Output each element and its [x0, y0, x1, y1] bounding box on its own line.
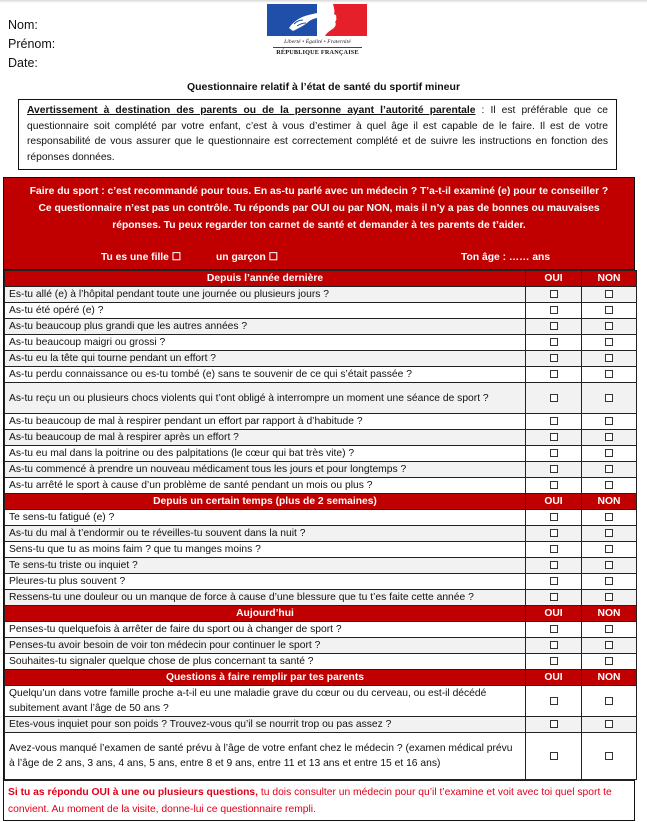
- no-column-header: NON: [582, 606, 637, 622]
- question-row: [5, 319, 637, 335]
- intro-line-3: réponses. Tu peux regarder ton carnet de santé et demander à tes parents de t’aider.: [112, 220, 526, 231]
- logo-divider: [273, 47, 362, 48]
- yes-checkbox[interactable]: [550, 513, 558, 521]
- section-header: [5, 606, 637, 622]
- no-checkbox[interactable]: [605, 697, 613, 705]
- no-checkbox[interactable]: [605, 577, 613, 585]
- yes-checkbox[interactable]: [550, 697, 558, 705]
- no-checkbox[interactable]: [605, 625, 613, 633]
- no-checkbox[interactable]: [605, 306, 613, 314]
- yes-checkbox[interactable]: [550, 561, 558, 569]
- question-row: [5, 717, 637, 733]
- question-text: As-tu perdu connaissance ou es-tu tombé (e) sans te souvenir de ce qui s’était passée ?: [5, 367, 526, 383]
- yes-checkbox[interactable]: [550, 306, 558, 314]
- yes-checkbox[interactable]: [550, 577, 558, 585]
- girl-option[interactable]: [101, 249, 181, 266]
- top-edge-shadow: [0, 0, 647, 3]
- yes-checkbox[interactable]: [550, 625, 558, 633]
- no-checkbox[interactable]: [605, 720, 613, 728]
- question-text: As-tu beaucoup de mal à respirer pendant un effort par rapport à d’habitude ?: [5, 414, 526, 430]
- boy-checkbox[interactable]: ☐: [268, 252, 278, 263]
- name-label[interactable]: Nom:: [8, 18, 38, 32]
- questions-table: [4, 270, 637, 780]
- no-checkbox[interactable]: [605, 322, 613, 330]
- footer-text: tu dois consulter un médecin pour qu’il t’examine et voit avec toi quel sport te convient. Au moment de la visite, donne-lui ce questionnaire rempli.: [8, 787, 612, 815]
- question-row: [5, 733, 637, 780]
- document-title: Questionnaire relatif à l’état de santé du sportif mineur: [186, 81, 461, 93]
- intro-line-2: Ce questionnaire n’est pas un contrôle. Tu réponds par OUI ou par NON, mais il n’y a pas de bonnes ou mauvaises: [38, 203, 600, 214]
- section-header: [5, 271, 637, 287]
- question-text: Sens-tu que tu as moins faim ? que tu manges moins ?: [5, 542, 526, 558]
- yes-checkbox[interactable]: [550, 529, 558, 537]
- question-text: Es-tu allé (e) à l’hôpital pendant toute une journée ou plusieurs jours ?: [5, 287, 526, 303]
- question-row: [5, 351, 637, 367]
- logo-republic-text: RÉPUBLIQUE FRANÇAISE: [276, 49, 359, 56]
- yes-checkbox[interactable]: [550, 545, 558, 553]
- section-header: [5, 494, 637, 510]
- no-checkbox[interactable]: [605, 752, 613, 760]
- question-row: [5, 478, 637, 494]
- section-title: Depuis un certain temps (plus de 2 semaines): [5, 494, 526, 510]
- question-row: [5, 287, 637, 303]
- question-row: [5, 590, 637, 606]
- yes-column-header: OUI: [526, 271, 582, 287]
- question-text: Etes-vous inquiet pour son poids ? Trouvez-vous qu’il se nourrit trop ou pas assez ?: [5, 717, 526, 733]
- question-text: Penses-tu quelquefois à arrêter de faire du sport ou à changer de sport ?: [5, 622, 526, 638]
- no-column-header: NON: [582, 494, 637, 510]
- question-text: Te sens-tu fatigué (e) ?: [5, 510, 526, 526]
- question-row: [5, 367, 637, 383]
- question-row: [5, 542, 637, 558]
- question-text: As-tu beaucoup maigri ou grossi ?: [5, 335, 526, 351]
- question-text: As-tu beaucoup plus grandi que les autres années ?: [5, 319, 526, 335]
- question-row: [5, 558, 637, 574]
- question-row: [5, 430, 637, 446]
- no-checkbox[interactable]: [605, 641, 613, 649]
- question-text: As-tu du mal à t’endormir ou te réveilles-tu souvent dans la nuit ?: [5, 526, 526, 542]
- yes-checkbox[interactable]: [550, 322, 558, 330]
- question-row: [5, 462, 637, 478]
- gender-age-row: [10, 249, 628, 271]
- question-row: [5, 510, 637, 526]
- question-text: Quelqu’un dans votre famille proche a-t-il eu une maladie grave du cœur ou du cerveau, ou est-il décédé subitement avant l’âge de 50 ans ?: [5, 686, 526, 717]
- yes-checkbox[interactable]: [550, 433, 558, 441]
- no-checkbox[interactable]: [605, 545, 613, 553]
- no-checkbox[interactable]: [605, 513, 613, 521]
- no-checkbox[interactable]: [605, 449, 613, 457]
- question-text: As-tu arrêté le sport à cause d’un problème de santé pendant un mois ou plus ?: [5, 478, 526, 494]
- no-checkbox[interactable]: [605, 657, 613, 665]
- section-title: Questions à faire remplir par tes parents: [5, 670, 526, 686]
- question-row: [5, 686, 637, 717]
- no-checkbox[interactable]: [605, 394, 613, 402]
- no-checkbox[interactable]: [605, 465, 613, 473]
- no-checkbox[interactable]: [605, 561, 613, 569]
- question-text: Penses-tu avoir besoin de voir ton médecin pour continuer le sport ?: [5, 638, 526, 654]
- warning-title: Avertissement à destination des parents ou de la personne ayant l’autorité parentale: [27, 105, 476, 116]
- girl-label: Tu es une fille: [101, 252, 169, 263]
- footer-instruction: [4, 780, 634, 820]
- yes-checkbox[interactable]: [550, 417, 558, 425]
- yes-checkbox[interactable]: [550, 338, 558, 346]
- no-checkbox[interactable]: [605, 290, 613, 298]
- logo-motto: Liberté • Égalité • Fraternité: [284, 39, 351, 45]
- question-row: [5, 335, 637, 351]
- no-checkbox[interactable]: [605, 354, 613, 362]
- boy-option[interactable]: [216, 249, 278, 266]
- question-row: [5, 303, 637, 319]
- question-row: [5, 414, 637, 430]
- question-row: [5, 574, 637, 590]
- yes-checkbox[interactable]: [550, 481, 558, 489]
- no-checkbox[interactable]: [605, 338, 613, 346]
- age-field[interactable]: Ton âge : …… ans: [461, 252, 551, 263]
- yes-checkbox[interactable]: [550, 354, 558, 362]
- no-checkbox[interactable]: [605, 529, 613, 537]
- question-text: As-tu eu la tête qui tourne pendant un effort ?: [5, 351, 526, 367]
- question-text: As-tu beaucoup de mal à respirer après un effort ?: [5, 430, 526, 446]
- health-questionnaire-form: [3, 177, 635, 821]
- yes-checkbox[interactable]: [550, 394, 558, 402]
- yes-checkbox[interactable]: [550, 449, 558, 457]
- no-checkbox[interactable]: [605, 417, 613, 425]
- marianne-flag-icon: [267, 4, 367, 36]
- no-checkbox[interactable]: [605, 593, 613, 601]
- question-row: [5, 622, 637, 638]
- parent-warning-box: [18, 99, 617, 170]
- no-checkbox[interactable]: [605, 481, 613, 489]
- yes-checkbox[interactable]: [550, 465, 558, 473]
- question-text: As-tu reçu un ou plusieurs chocs violents qui t’ont obligé à interrompre un moment une séance de sport ?: [5, 383, 526, 414]
- question-row: [5, 638, 637, 654]
- question-text: As-tu commencé à prendre un nouveau médicament tous les jours et pour longtemps ?: [5, 462, 526, 478]
- date-label[interactable]: Date:: [8, 56, 38, 70]
- identity-fields: [8, 16, 55, 73]
- question-text: As-tu eu mal dans la poitrine ou des palpitations (le cœur qui bat très vite) ?: [5, 446, 526, 462]
- no-checkbox[interactable]: [605, 433, 613, 441]
- yes-checkbox[interactable]: [550, 720, 558, 728]
- yes-checkbox[interactable]: [550, 752, 558, 760]
- yes-checkbox[interactable]: [550, 370, 558, 378]
- footer-bold: Si tu as répondu OUI à une ou plusieurs questions,: [8, 787, 259, 798]
- question-text: As-tu été opéré (e) ?: [5, 303, 526, 319]
- question-text: Avez-vous manqué l’examen de santé prévu à l’âge de votre enfant chez le médecin ? (examen médical prévu à l’âge de 2 ans, 3 ans, 4 ans, 5 ans, entre 8 et 9 ans, entre 11 et 13 ans et entre 15 et 16 ans): [5, 733, 526, 780]
- section-header: [5, 670, 637, 686]
- intro-banner: [4, 178, 634, 270]
- question-row: [5, 526, 637, 542]
- warning-body: : Il est préférable que ce questionnaire soit complété par votre enfant, c’est à vous d’estimer à quel âge il est capable de le faire. Il est de votre responsabilité de vous assurer que le questionnaire est correctement complété et de suivre les instructions en fonction des réponses données.: [27, 105, 608, 163]
- boy-label: un garçon: [216, 252, 266, 263]
- section-title: Aujourd’hui: [5, 606, 526, 622]
- republique-francaise-logo: [267, 4, 368, 60]
- girl-checkbox[interactable]: ☐: [171, 252, 182, 263]
- yes-checkbox[interactable]: [550, 657, 558, 665]
- question-row: [5, 654, 637, 670]
- no-column-header: NON: [582, 670, 637, 686]
- section-title: Depuis l’année dernière: [5, 271, 526, 287]
- question-text: Pleures-tu plus souvent ?: [5, 574, 526, 590]
- yes-column-header: OUI: [526, 670, 582, 686]
- firstname-label[interactable]: Prénom:: [8, 37, 56, 51]
- question-row: [5, 446, 637, 462]
- yes-checkbox[interactable]: [550, 290, 558, 298]
- yes-column-header: OUI: [526, 494, 582, 510]
- yes-column-header: OUI: [526, 606, 582, 622]
- no-column-header: NON: [582, 271, 637, 287]
- question-row: [5, 383, 637, 414]
- intro-line-1: Faire du sport : c’est recommandé pour tous. En as-tu parlé avec un médecin ? T’a-t-il examiné (e) pour te conseiller ?: [29, 186, 609, 197]
- question-text: Ressens-tu une douleur ou un manque de force à cause d’une blessure que tu t’es faite cette année ?: [5, 590, 526, 606]
- yes-checkbox[interactable]: [550, 593, 558, 601]
- question-text: Te sens-tu triste ou inquiet ?: [5, 558, 526, 574]
- no-checkbox[interactable]: [605, 370, 613, 378]
- question-text: Souhaites-tu signaler quelque chose de plus concernant ta santé ?: [5, 654, 526, 670]
- yes-checkbox[interactable]: [550, 641, 558, 649]
